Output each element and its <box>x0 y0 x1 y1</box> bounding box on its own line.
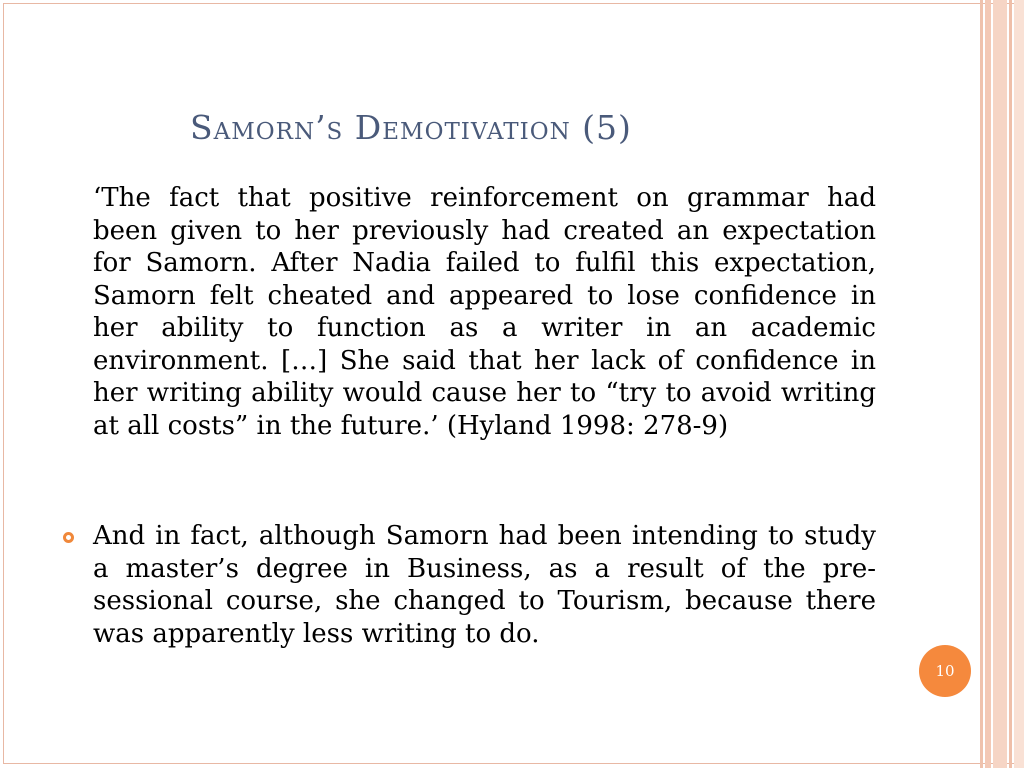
decorative-stripe <box>985 0 991 768</box>
decorative-stripe <box>1009 0 1012 768</box>
ring-bullet-icon <box>63 532 74 543</box>
slide-title: Samorn’s Demotivation (5) <box>190 108 632 147</box>
page-number-badge: 10 <box>919 645 971 697</box>
quote-paragraph: ‘The fact that positive reinforcement on grammar had been given to her previously had created an expectation for Samorn. After Nadia failed to fulfil this expectation, Samorn felt cheated and appeared to lose confidence in her ability to function as a writer in an academic environment. […] She said that her lack of confidence in her writing ability would cause her to “try to avoid writing at all costs” in the future.’ (Hyland 1998: 278-9) <box>93 183 876 441</box>
decorative-stripe <box>993 0 1007 768</box>
decorative-stripe <box>980 0 983 768</box>
bullet-item: And in fact, although Samorn had been intending to study a master’s degree in Business, as a result of the pre-sessional course, she changed to Tourism, because there was apparently less writing to do. <box>93 521 876 649</box>
decorative-stripe <box>1014 0 1024 768</box>
